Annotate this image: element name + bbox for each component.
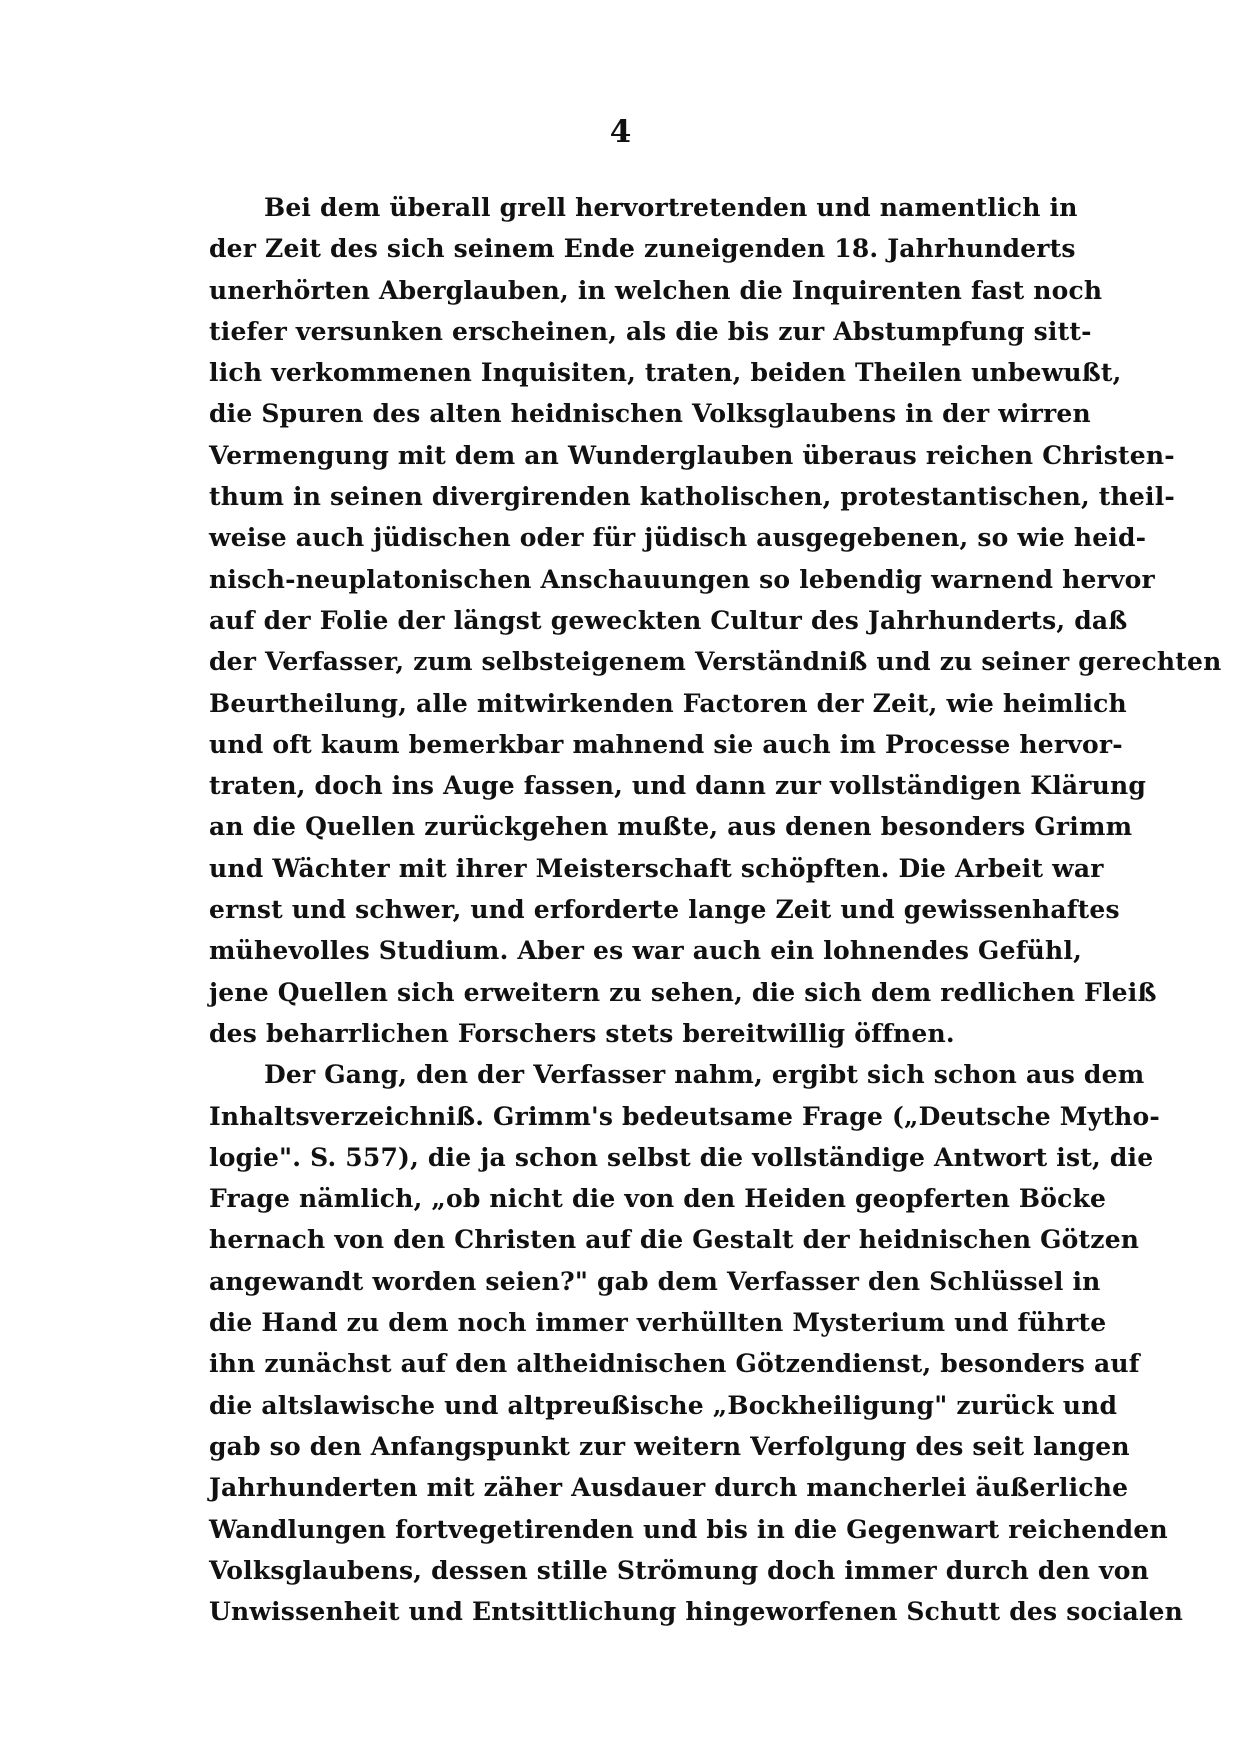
text-line: Frage nämlich, „ob nicht die von den Heiden geopferten Böcke [209, 1184, 1107, 1214]
text-line: Der Gang, den der Verfasser nahm, ergibt sich schon aus dem [264, 1060, 1145, 1090]
text-line: jene Quellen sich erweitern zu sehen, die sich dem redlichen Fleiß [209, 977, 1157, 1007]
text-line: lich verkommenen Inquisiten, traten, beiden Theilen unbewußt, [209, 358, 1122, 388]
text-line: an die Quellen zurückgehen mußte, aus denen besonders Grimm [209, 812, 1133, 842]
text-line: Vermengung mit dem an Wunderglauben überaus reichen Christen- [209, 440, 1175, 470]
text-line: Jahrhunderten mit zäher Ausdauer durch mancherlei äußerliche [209, 1473, 1129, 1503]
text-line: und Wächter mit ihrer Meisterschaft schöpften. Die Arbeit war [209, 853, 1104, 883]
text-line: ihn zunächst auf den altheidnischen Götzendienst, besonders auf [209, 1349, 1140, 1379]
text-line: auf der Folie der längst geweckten Cultur des Jahrhunderts, daß [209, 605, 1128, 635]
text-line: weise auch jüdischen oder für jüdisch ausgegebenen, so wie heid- [209, 523, 1147, 553]
text-line: ernst und schwer, und erforderte lange Zeit und gewissenhaftes [209, 895, 1120, 925]
text-line: mühevolles Studium. Aber es war auch ein lohnendes Gefühl, [209, 936, 1083, 966]
text-line: Inhaltsverzeichniß. Grimm's bedeutsame Frage („Deutsche Mytho- [209, 1101, 1160, 1131]
text-line: angewandt worden seien?" gab dem Verfasser den Schlüssel in [209, 1266, 1101, 1296]
text-line: die altslawische und altpreußische „Bockheiligung" zurück und [209, 1390, 1118, 1420]
text-line: tiefer versunken erscheinen, als die bis zur Abstumpfung sitt- [209, 316, 1092, 346]
text-line: traten, doch ins Auge fassen, und dann zur vollständigen Klärung [209, 771, 1147, 801]
paragraph [209, 1054, 1184, 1632]
text-line: der Zeit des sich seinem Ende zuneigenden 18. Jahrhunderts [209, 234, 1076, 264]
page-number: 4 [609, 114, 632, 150]
text-line: der Verfasser, zum selbsteigenem Verständniß und zu seiner gerechten [209, 647, 1222, 677]
text-line: die Spuren des alten heidnischen Volksglaubens in der wirren [209, 399, 1091, 429]
text-line: Beurtheilung, alle mitwirkenden Factoren der Zeit, wie heimlich [209, 688, 1127, 718]
text-line: Volksglaubens, dessen stille Strömung doch immer durch den von [209, 1555, 1149, 1585]
text-line: nisch-neuplatonischen Anschauungen so lebendig warnend hervor [209, 564, 1155, 594]
text-line: die Hand zu dem noch immer verhüllten Mysterium und führte [209, 1308, 1107, 1338]
paragraph [209, 187, 1222, 1054]
body-text [209, 187, 1222, 1632]
text-line: des beharrlichen Forschers stets bereitwillig öffnen. [209, 1018, 955, 1048]
text-line: thum in seinen divergirenden katholischen, protestantischen, theil- [209, 482, 1176, 512]
text-line: und oft kaum bemerkbar mahnend sie auch im Processe hervor- [209, 729, 1123, 759]
text-line: unerhörten Aberglauben, in welchen die Inquirenten fast noch [209, 275, 1103, 305]
text-line: Unwissenheit und Entsittlichung hingeworfenen Schutt des socialen [209, 1597, 1184, 1627]
text-line: logie". S. 557), die ja schon selbst die vollständige Antwort ist, die [209, 1142, 1154, 1172]
text-line: gab so den Anfangspunkt zur weitern Verfolgung des seit langen [209, 1431, 1130, 1461]
text-line: Wandlungen fortvegetirenden und bis in die Gegenwart reichenden [209, 1514, 1168, 1544]
text-line: hernach von den Christen auf die Gestalt der heidnischen Götzen [209, 1225, 1140, 1255]
text-line: Bei dem überall grell hervortretenden und namentlich in [264, 193, 1078, 222]
